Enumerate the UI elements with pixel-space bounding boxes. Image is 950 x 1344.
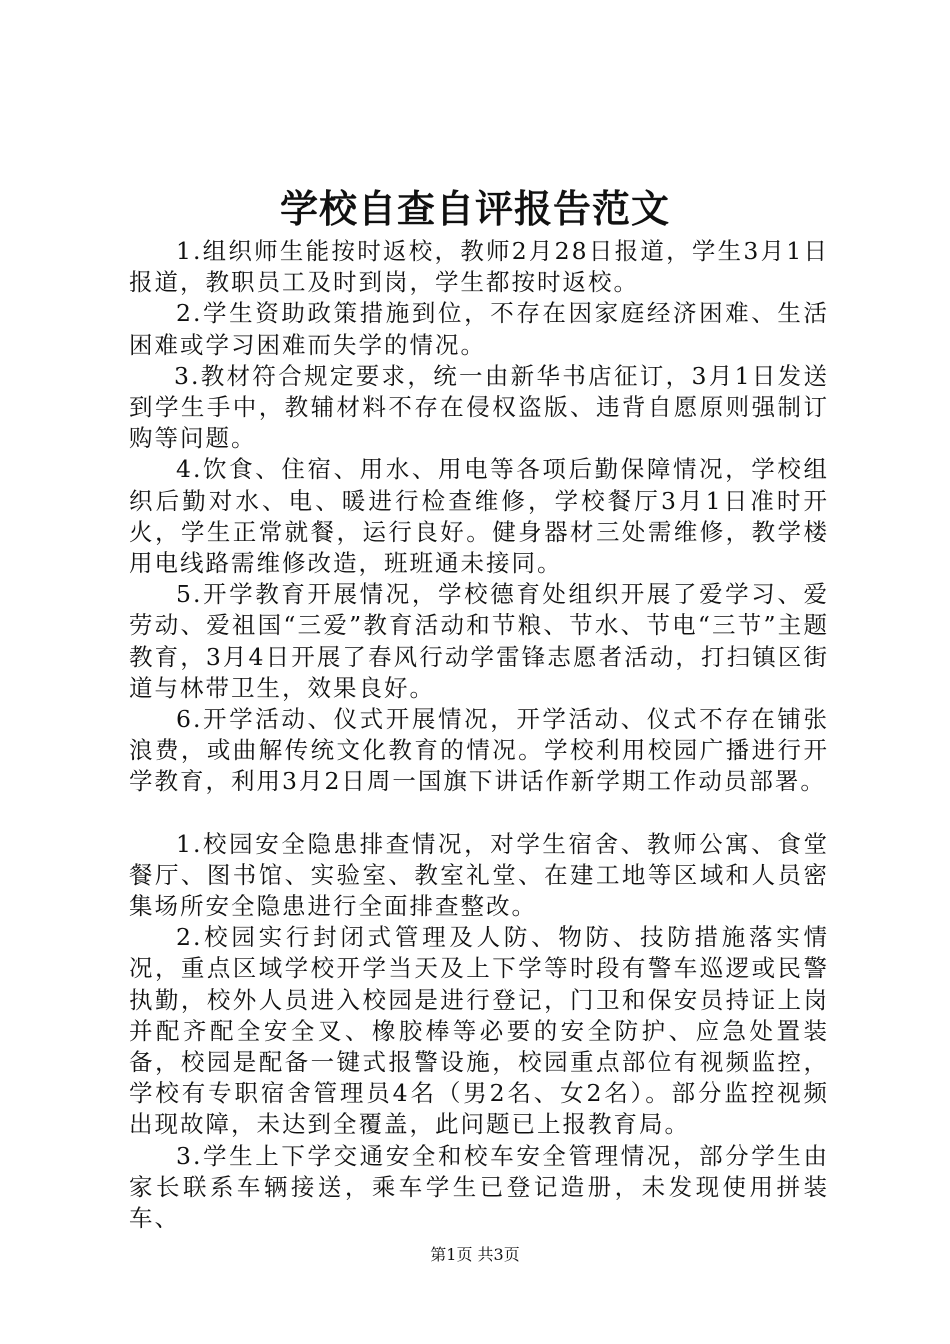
section-gap (129, 798, 829, 829)
paragraph: 3.学生上下学交通安全和校车安全管理情况，部分学生由家长联系车辆接送，乘车学生已登记造册，未发现使用拼装车、 (129, 1141, 829, 1233)
paragraph: 6.开学活动、仪式开展情况，开学活动、仪式不存在铺张浪费，或曲解传统文化教育的情况。学校利用校园广播进行开学教育，利用3月2日周一国旗下讲话作新学期工作动员部署。 (129, 705, 829, 796)
paragraph: 5.开学教育开展情况，学校德育处组织开展了爱学习、爱劳动、爱祖国“三爱”教育活动和节粮、节水、节电“三节”主题教育，3月4日开展了春风行动学雷锋志愿者活动，打扫镇区街道与林带卫生，效果良好。 (129, 580, 829, 702)
paragraph: 1.组织师生能按时返校，教师2月28日报道，学生3月1日报道，教职员工及时到岗，学生都按时返校。 (129, 237, 829, 297)
page-footer: 第1页 共3页 (430, 1245, 520, 1264)
document-body (129, 236, 829, 1234)
paragraph: 3.教材符合规定要求，统一由新华书店征订，3月1日发送到学生手中，教辅材料不存在侵权盗版、违背自愿原则强制订购等问题。 (129, 361, 829, 453)
paragraph: 2.学生资助政策措施到位，不存在因家庭经济困难、生活困难或学习困难而失学的情况。 (129, 299, 829, 359)
document-title: 学校自查自评报告范文 (279, 186, 670, 231)
paragraph: 1.校园安全隐患排查情况，对学生宿舍、教师公寓、食堂餐厅、图书馆、实验室、教室礼堂、在建工地等区域和人员密集场所安全隐患进行全面排查整改。 (129, 829, 829, 921)
paragraph: 2.校园实行封闭式管理及人防、物防、技防措施落实情况，重点区域学校开学当天及上下学等时段有警车巡逻或民警执勤，校外人员进入校园是进行登记，门卫和保安员持证上岗并配齐配全安全叉、橡胶棒等必要的安全防护、应急处置装备，校园是配备一键式报警设施，校园重点部位有视频监控，学校有专职宿舍管理员4名（男2名、女2名）。部分监控视频出现故障，未达到全覆盖，此问题已上报教育局。 (129, 923, 829, 1139)
paragraph: 4.饮食、住宿、用水、用电等各项后勤保障情况，学校组织后勤对水、电、暖进行检查维修，学校餐厅3月1日准时开火，学生正常就餐，运行良好。健身器材三处需维修，教学楼用电线路需维修改造，班班通未接同。 (129, 455, 829, 578)
